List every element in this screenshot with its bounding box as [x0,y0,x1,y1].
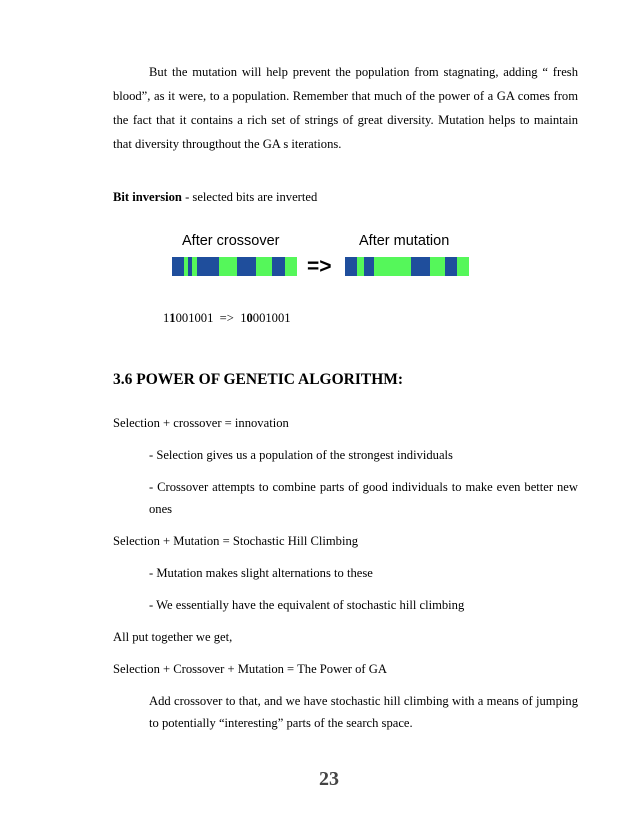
text-line-crossover-bullet-cont: ones [149,502,173,516]
text-line-add-crossover: Add crossover to that, and we have stochastic hill climbing with a means of jumping [149,694,578,708]
bit-inversion-example [163,311,291,326]
bit-block [457,257,469,276]
bits-before-changed-bit: 1 [169,311,176,325]
section-heading: 3.6 POWER OF GENETIC ALGORITHM: [113,371,404,388]
text-line-power-of-ga: Selection + Crossover + Mutation = The Power of GA [113,662,387,676]
bit-inversion-term: Bit inversion [113,190,182,204]
text-line-selection-crossover: Selection + crossover = innovation [113,416,289,430]
crossover-bitstring-bar [172,257,297,276]
bit-block [430,257,445,276]
bit-block [345,257,357,276]
bits-after-changed-bit: 0 [246,311,253,325]
bit-block [364,257,374,276]
bit-block [357,257,364,276]
text-line-mutation-bullet: - Mutation makes slight alternations to these [149,566,373,580]
text-line-hill-climbing-bullet: - We essentially have the equivalent of stochastic hill climbing [149,598,465,612]
bit-block [374,257,411,276]
bit-block [237,257,256,276]
bit-block [197,257,219,276]
text-line-all-together: All put together we get, [113,630,233,644]
bits-after-rest: 001001 [252,311,291,325]
after-mutation-title: After mutation [359,233,450,249]
intro-paragraph: But the mutation will help prevent the population from stagnating, adding “ fresh blood”, as it were, to a population. Remember that much of the power of a GA comes from the fact that it contains a rich set of strings of great diversity. Mutation helps to maintain that diversity througthout the GA s iterations. [113,65,578,151]
transform-arrow: => [307,255,332,278]
text-line-selection-mutation: Selection + Mutation = Stochastic Hill Climbing [113,534,359,548]
bit-block [172,257,184,276]
bits-before-prefix: 1 [163,311,170,325]
text-line-selection-bullet: - Selection gives us a population of the strongest individuals [149,448,453,462]
bits-before-rest: 001001 [175,311,214,325]
bit-block [219,257,237,276]
bit-inversion-desc: - selected bits are inverted [181,190,318,204]
bits-after-prefix: 1 [240,311,247,325]
example-arrow: => [213,311,241,325]
bit-block [272,257,285,276]
bit-block [411,257,430,276]
page-number: 23 [319,768,339,790]
bit-inversion-line [113,190,317,205]
bit-block [285,257,297,276]
bit-block [256,257,272,276]
text-line-add-crossover-cont: to potentially “interesting” parts of the search space. [149,716,413,730]
after-crossover-title: After crossover [182,233,280,249]
bit-block [445,257,457,276]
mutation-bitstring-bar [345,257,469,276]
text-line-crossover-bullet: - Crossover attempts to combine parts of good individuals to make even better new [149,480,578,494]
